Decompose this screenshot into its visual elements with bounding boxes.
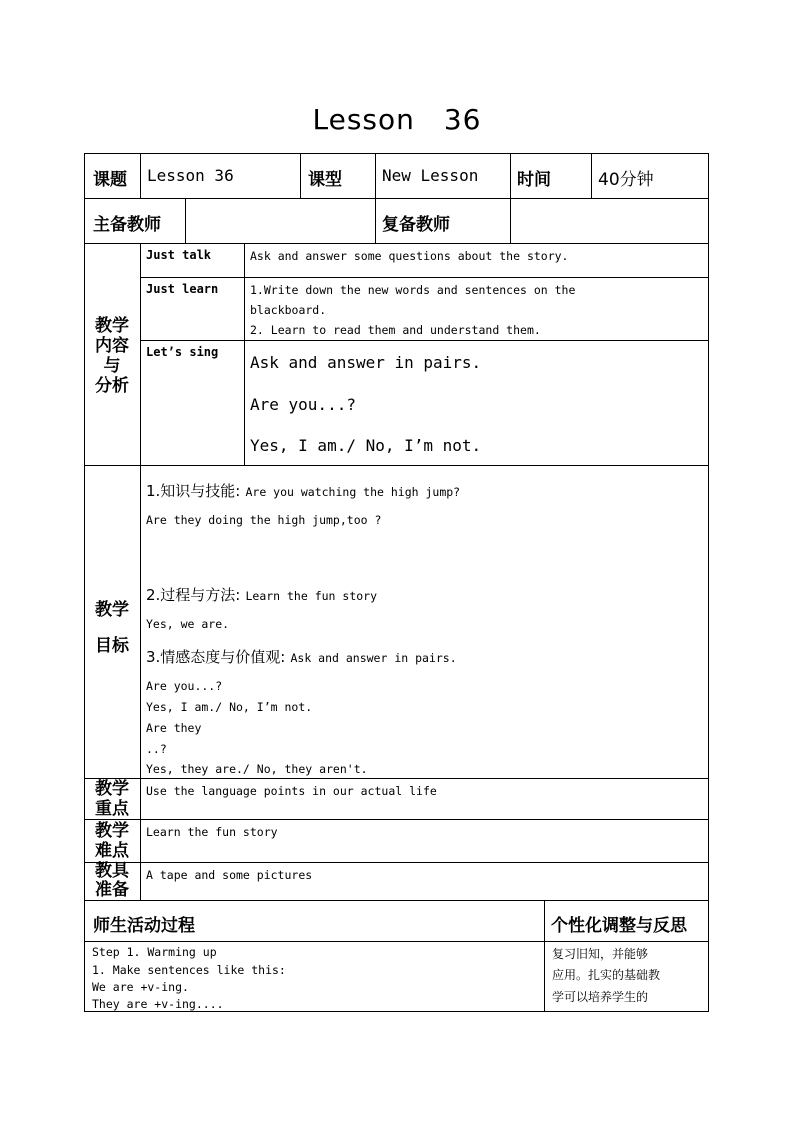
page-title: Lesson 36 (312, 103, 482, 136)
goal-3-line: Are they (146, 721, 202, 735)
type-label-cell (300, 153, 376, 199)
topic-value-cell (140, 153, 301, 199)
lets-sing-label-cell (140, 340, 245, 466)
type-label: 课型 (308, 170, 342, 190)
process-header-cell (84, 900, 545, 942)
reflection-header: 个性化调整与反思 (551, 916, 687, 936)
just-talk-content-cell (244, 243, 709, 278)
goals-label-line: 目标 (95, 636, 129, 656)
tools-label (87, 862, 137, 900)
content-label-line: 与 (103, 356, 121, 376)
key-points-text: Use the language points in our actual life (146, 784, 437, 798)
lets-sing-label: Let’s sing (146, 345, 219, 359)
reflection-line: 应用。扎实的基础教 (552, 968, 661, 982)
process-step: They are +v-ing.... (92, 997, 224, 1011)
lets-sing-line: Ask and answer in pairs. (250, 353, 482, 372)
goal-2 (146, 584, 377, 605)
process-steps-cell (84, 941, 545, 1012)
just-talk-label: Just talk (146, 248, 212, 262)
difficulties-text: Learn the fun story (146, 825, 278, 839)
goal-3 (146, 646, 457, 667)
lets-sing-line: Are you...? (250, 395, 356, 414)
content-label (87, 316, 137, 396)
content-label-line: 内容 (95, 336, 129, 356)
co-teacher-value-cell[interactable] (510, 198, 709, 244)
time-label-cell (510, 153, 592, 199)
just-learn-label: Just learn (146, 282, 219, 296)
type-value: New Lesson (382, 166, 479, 185)
main-teacher-label-cell (84, 198, 186, 244)
co-teacher-label: 复备教师 (382, 215, 450, 235)
reflection-line: 学可以培养学生的 (552, 990, 649, 1004)
goals-content-cell (140, 465, 709, 779)
goal-2-heading: 2.过程与方法: (146, 586, 241, 604)
reflection-header-cell (544, 900, 709, 942)
just-learn-content-cell (244, 277, 709, 341)
just-talk-label-cell (140, 243, 245, 278)
content-label-line: 分析 (95, 376, 129, 396)
process-step: 1. Make sentences like this: (92, 963, 286, 977)
goal-1-heading: 1.知识与技能: (146, 482, 241, 500)
topic-label: 课题 (93, 170, 127, 190)
time-value-cell (591, 153, 709, 199)
just-learn-line: 2. Learn to read them and understand them. (250, 323, 541, 337)
process-step: Step 1. Warming up (92, 945, 217, 959)
goal-3-line: Yes, I am./ No, I’m not. (146, 700, 313, 714)
goals-label (87, 592, 137, 664)
key-points-label-line: 重点 (95, 799, 129, 819)
goal-3-heading: 3.情感态度与价值观: (146, 648, 286, 666)
goal-2-line2: Yes, we are. (146, 617, 230, 631)
reflection-cell (544, 941, 709, 1012)
topic-label-cell (84, 153, 141, 199)
key-points-label-line: 教学 (95, 779, 129, 799)
difficulties-label-line: 教学 (95, 821, 129, 841)
main-teacher-label: 主备教师 (93, 215, 161, 235)
time-label: 时间 (517, 170, 551, 190)
reflection-line: 复习旧知，并能够 (552, 947, 649, 961)
goal-1-line2: Are they doing the high jump,too ? (146, 513, 382, 527)
just-learn-label-cell (140, 277, 245, 341)
content-label-cell (84, 243, 141, 466)
key-points-label (87, 779, 137, 819)
tools-label-cell (84, 862, 141, 901)
co-teacher-label-cell (375, 198, 511, 244)
difficulties-content-cell (140, 819, 709, 863)
process-step: We are +v-ing. (92, 980, 189, 994)
time-value: 40分钟 (598, 170, 654, 190)
tools-content-cell (140, 862, 709, 901)
process-header: 师生活动过程 (93, 916, 195, 936)
lets-sing-line: Yes, I am./ No, I’m not. (250, 436, 482, 455)
content-label-line: 教学 (95, 316, 129, 336)
topic-value: Lesson 36 (147, 166, 234, 185)
goal-3-line: Are you...? (146, 679, 223, 693)
tools-label-line: 教具 (95, 861, 129, 881)
goals-label-cell (84, 465, 141, 779)
tools-label-line: 准备 (95, 880, 129, 900)
difficulties-label-cell (84, 819, 141, 863)
goal-3-text: Ask and answer in pairs. (290, 651, 457, 665)
difficulties-label-line: 难点 (95, 841, 129, 861)
lets-sing-content-cell (244, 340, 709, 466)
key-points-label-cell (84, 778, 141, 820)
goal-1 (146, 480, 460, 501)
difficulties-label (87, 821, 137, 861)
key-points-content-cell (140, 778, 709, 820)
main-teacher-value-cell[interactable] (185, 198, 376, 244)
type-value-cell (375, 153, 511, 199)
tools-text: A tape and some pictures (146, 868, 313, 882)
just-talk-text: Ask and answer some questions about the story. (250, 249, 569, 263)
just-learn-line: 1.Write down the new words and sentences on the (250, 283, 576, 297)
goal-2-text: Learn the fun story (245, 589, 378, 603)
just-learn-line: blackboard. (250, 303, 327, 317)
goal-1-text: Are you watching the high jump? (245, 485, 461, 499)
goals-label-line: 教学 (95, 600, 129, 620)
goal-3-line: Yes, they are./ No, they aren't. (146, 762, 368, 776)
goal-3-line: ..? (146, 742, 167, 756)
